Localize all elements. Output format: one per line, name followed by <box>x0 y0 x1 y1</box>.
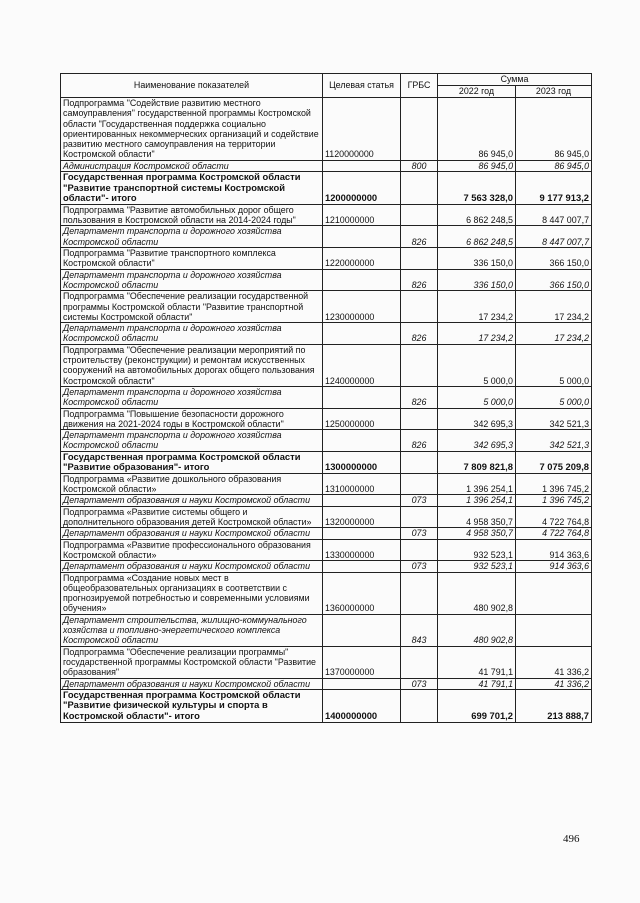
budget-table <box>60 73 592 723</box>
row-grbs-cell: 800 <box>401 160 438 171</box>
row-2022-cell: 932 523,1 <box>438 539 516 561</box>
row-name-cell: Департамент образования и науки Костромской области <box>61 678 323 689</box>
row-2023-cell: 4 722 764,8 <box>516 528 592 539</box>
row-name-cell: Подпрограмма "Развитие автомобильных дорог общего пользования в Костромской области на 2014-2024 годы" <box>61 204 323 226</box>
row-2023-cell: 342 521,3 <box>516 408 592 430</box>
row-name-cell: Подпрограмма «Развитие дошкольного образования Костромской области» <box>61 473 323 495</box>
row-name-cell: Подпрограмма "Обеспечение реализации мероприятий по строительству (реконструкции) и ремонтам искусственных сооружений на автомобильных дорогах общего пользования Костромской области" <box>61 344 323 386</box>
row-grbs-cell <box>401 344 438 386</box>
row-name-cell: Подпрограмма «Развитие системы общего и дополнительного образования детей Костромской области» <box>61 506 323 528</box>
row-name-cell: Подпрограмма "Обеспечение реализации программы" государственной программы Костромской области "Развитие образования" <box>61 646 323 678</box>
table-body <box>61 98 592 723</box>
row-2022-cell: 480 902,8 <box>438 572 516 614</box>
row-code-cell <box>323 430 401 452</box>
row-2023-cell: 342 521,3 <box>516 430 592 452</box>
row-2022-cell: 5 000,0 <box>438 386 516 408</box>
row-2023-cell: 17 234,2 <box>516 323 592 345</box>
row-code-cell <box>323 323 401 345</box>
row-grbs-cell: 826 <box>401 386 438 408</box>
row-name-cell: Подпрограмма "Развитие транспортного комплекса Костромской области" <box>61 248 323 270</box>
row-2022-cell: 342 695,3 <box>438 430 516 452</box>
row-grbs-cell <box>401 473 438 495</box>
department-row <box>61 386 592 408</box>
row-code-cell: 1250000000 <box>323 408 401 430</box>
row-2023-cell: 17 234,2 <box>516 291 592 323</box>
row-2022-cell: 336 150,0 <box>438 248 516 270</box>
row-2023-cell: 5 000,0 <box>516 344 592 386</box>
row-code-cell <box>323 386 401 408</box>
row-grbs-cell: 826 <box>401 269 438 291</box>
row-code-cell <box>323 561 401 572</box>
row-name-cell: Департамент транспорта и дорожного хозяйства Костромской области <box>61 323 323 345</box>
row-code-cell: 1230000000 <box>323 291 401 323</box>
row-2022-cell: 17 234,2 <box>438 291 516 323</box>
row-grbs-cell: 073 <box>401 561 438 572</box>
subprogram-row <box>61 291 592 323</box>
program-total-row <box>61 172 592 205</box>
row-2022-cell: 342 695,3 <box>438 408 516 430</box>
row-2022-cell: 5 000,0 <box>438 344 516 386</box>
row-2022-cell: 6 862 248,5 <box>438 226 516 248</box>
department-row <box>61 160 592 171</box>
row-2023-cell: 86 945,0 <box>516 160 592 171</box>
subprogram-row <box>61 646 592 678</box>
department-row <box>61 528 592 539</box>
row-code-cell <box>323 614 401 646</box>
department-row <box>61 269 592 291</box>
row-code-cell: 1320000000 <box>323 506 401 528</box>
row-2023-cell: 914 363,6 <box>516 539 592 561</box>
department-row <box>61 323 592 345</box>
row-2023-cell: 9 177 913,2 <box>516 172 592 205</box>
row-2022-cell: 7 809 821,8 <box>438 451 516 473</box>
row-grbs-cell: 826 <box>401 323 438 345</box>
row-2023-cell: 5 000,0 <box>516 386 592 408</box>
row-grbs-cell <box>401 572 438 614</box>
row-code-cell: 1240000000 <box>323 344 401 386</box>
row-code-cell: 1200000000 <box>323 172 401 205</box>
department-row <box>61 614 592 646</box>
row-code-cell: 1330000000 <box>323 539 401 561</box>
row-code-cell <box>323 269 401 291</box>
subprogram-row <box>61 204 592 226</box>
row-name-cell: Подпрограмма «Развитие профессионального образования Костромской области» <box>61 539 323 561</box>
row-grbs-cell <box>401 204 438 226</box>
row-name-cell: Департамент транспорта и дорожного хозяйства Костромской области <box>61 226 323 248</box>
row-grbs-cell <box>401 689 438 722</box>
header-code: Целевая статья <box>323 74 401 98</box>
department-row <box>61 561 592 572</box>
row-2023-cell: 366 150,0 <box>516 269 592 291</box>
row-code-cell <box>323 160 401 171</box>
row-2023-cell: 41 336,2 <box>516 678 592 689</box>
row-name-cell: Департамент образования и науки Костромской области <box>61 561 323 572</box>
row-2023-cell: 1 396 745,2 <box>516 473 592 495</box>
subprogram-row <box>61 572 592 614</box>
row-code-cell: 1220000000 <box>323 248 401 270</box>
row-name-cell: Департамент транспорта и дорожного хозяйства Костромской области <box>61 430 323 452</box>
row-code-cell: 1360000000 <box>323 572 401 614</box>
row-grbs-cell: 826 <box>401 226 438 248</box>
row-name-cell: Государственная программа Костромской области "Развитие транспортной системы Костромской области"- итого <box>61 172 323 205</box>
row-name-cell: Государственная программа Костромской области "Развитие образования"- итого <box>61 451 323 473</box>
row-2022-cell: 6 862 248,5 <box>438 204 516 226</box>
row-2022-cell: 480 902,8 <box>438 614 516 646</box>
program-total-row <box>61 689 592 722</box>
subprogram-row <box>61 344 592 386</box>
row-name-cell: Департамент строительства, жилищно-коммунального хозяйства и топливно-энергетического комплекса Костромской области <box>61 614 323 646</box>
row-name-cell: Департамент образования и науки Костромской области <box>61 495 323 506</box>
row-2023-cell: 8 447 007,7 <box>516 204 592 226</box>
row-grbs-cell <box>401 172 438 205</box>
row-2022-cell: 86 945,0 <box>438 160 516 171</box>
row-2023-cell <box>516 614 592 646</box>
row-grbs-cell <box>401 98 438 161</box>
header-grbs: ГРБС <box>401 74 438 98</box>
row-2022-cell: 17 234,2 <box>438 323 516 345</box>
row-2022-cell: 86 945,0 <box>438 98 516 161</box>
row-2023-cell: 366 150,0 <box>516 248 592 270</box>
row-2023-cell: 86 945,0 <box>516 98 592 161</box>
row-code-cell <box>323 226 401 248</box>
department-row <box>61 226 592 248</box>
row-grbs-cell: 843 <box>401 614 438 646</box>
department-row <box>61 678 592 689</box>
subprogram-row <box>61 408 592 430</box>
row-2023-cell <box>516 572 592 614</box>
row-2022-cell: 699 701,2 <box>438 689 516 722</box>
row-name-cell: Департамент транспорта и дорожного хозяйства Костромской области <box>61 386 323 408</box>
row-grbs-cell <box>401 408 438 430</box>
department-row <box>61 495 592 506</box>
subprogram-row <box>61 248 592 270</box>
row-2023-cell: 914 363,6 <box>516 561 592 572</box>
row-2022-cell: 336 150,0 <box>438 269 516 291</box>
row-code-cell <box>323 678 401 689</box>
row-name-cell: Департамент образования и науки Костромской области <box>61 528 323 539</box>
row-code-cell: 1310000000 <box>323 473 401 495</box>
row-2022-cell: 7 563 328,0 <box>438 172 516 205</box>
row-2022-cell: 4 958 350,7 <box>438 506 516 528</box>
row-name-cell: Подпрограмма "Повышение безопасности дорожного движения на 2021-2024 годы в Костромской области" <box>61 408 323 430</box>
row-grbs-cell <box>401 506 438 528</box>
subprogram-row <box>61 506 592 528</box>
row-code-cell <box>323 528 401 539</box>
row-name-cell: Департамент транспорта и дорожного хозяйства Костромской области <box>61 269 323 291</box>
row-grbs-cell <box>401 291 438 323</box>
header-2023: 2023 год <box>516 86 592 98</box>
row-2023-cell: 213 888,7 <box>516 689 592 722</box>
row-2023-cell: 7 075 209,8 <box>516 451 592 473</box>
header-name: Наименование показателей <box>61 74 323 98</box>
row-2022-cell: 1 396 254,1 <box>438 473 516 495</box>
row-2022-cell: 41 791,1 <box>438 646 516 678</box>
row-2022-cell: 932 523,1 <box>438 561 516 572</box>
row-grbs-cell: 073 <box>401 678 438 689</box>
row-code-cell <box>323 495 401 506</box>
header-2022: 2022 год <box>438 86 516 98</box>
row-code-cell: 1120000000 <box>323 98 401 161</box>
page-number: 496 <box>563 833 580 845</box>
row-grbs-cell <box>401 646 438 678</box>
row-2023-cell: 1 396 745,2 <box>516 495 592 506</box>
row-name-cell: Подпрограмма "Обеспечение реализации государственной программы Костромской области "Развитие транспортной системы Костромской области" <box>61 291 323 323</box>
subprogram-row <box>61 98 592 161</box>
row-name-cell: Подпрограмма «Создание новых мест в общеобразовательных организациях в соответствии с прогнозируемой потребностью и современными условиями обучения» <box>61 572 323 614</box>
row-code-cell: 1210000000 <box>323 204 401 226</box>
row-grbs-cell: 073 <box>401 528 438 539</box>
row-2023-cell: 41 336,2 <box>516 646 592 678</box>
row-grbs-cell: 826 <box>401 430 438 452</box>
row-name-cell: Администрация Костромской области <box>61 160 323 171</box>
header-sum: Сумма <box>438 74 592 86</box>
subprogram-row <box>61 539 592 561</box>
row-grbs-cell <box>401 451 438 473</box>
row-2022-cell: 41 791,1 <box>438 678 516 689</box>
row-code-cell: 1400000000 <box>323 689 401 722</box>
row-2023-cell: 8 447 007,7 <box>516 226 592 248</box>
row-grbs-cell <box>401 539 438 561</box>
row-2022-cell: 4 958 350,7 <box>438 528 516 539</box>
row-name-cell: Подпрограмма "Содействие развитию местного самоуправления" государственной программы Костромской области "Государственная поддержка социально ориентированных некоммерческих организаций и содействие развитию местного самоуправления на территории Костромской области" <box>61 98 323 161</box>
program-total-row <box>61 451 592 473</box>
row-grbs-cell: 073 <box>401 495 438 506</box>
row-code-cell: 1370000000 <box>323 646 401 678</box>
row-name-cell: Государственная программа Костромской области "Развитие физической культуры и спорта в Костромской области"- итого <box>61 689 323 722</box>
row-code-cell: 1300000000 <box>323 451 401 473</box>
row-2022-cell: 1 396 254,1 <box>438 495 516 506</box>
department-row <box>61 430 592 452</box>
subprogram-row <box>61 473 592 495</box>
row-grbs-cell <box>401 248 438 270</box>
row-2023-cell: 4 722 764,8 <box>516 506 592 528</box>
